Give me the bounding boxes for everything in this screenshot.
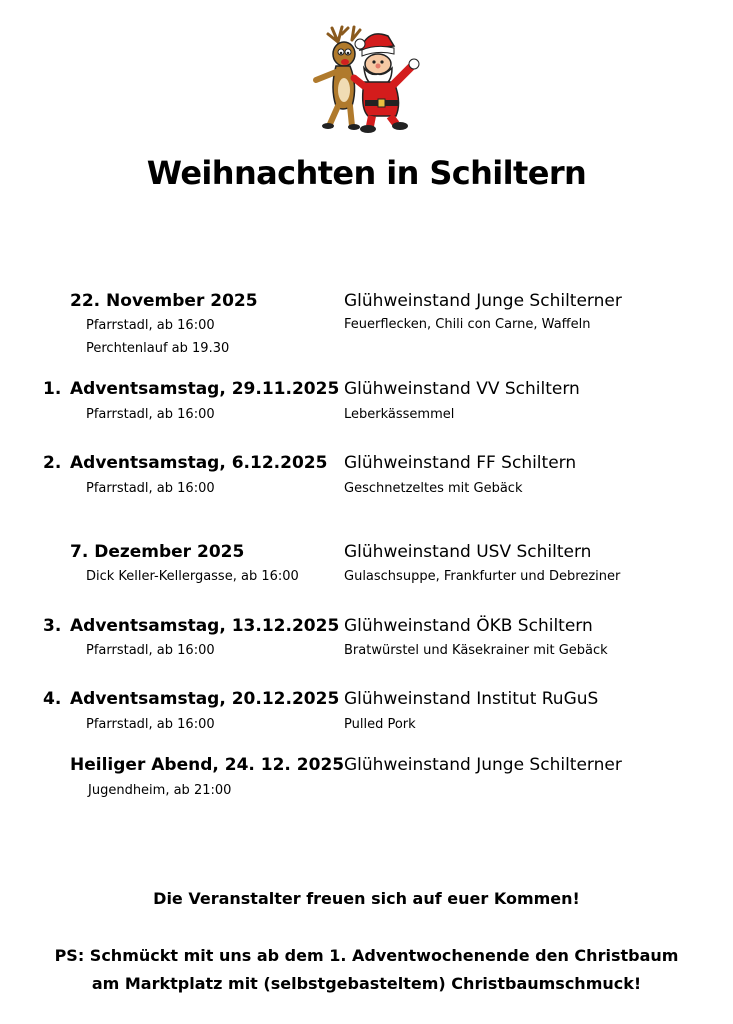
- event-location: Pfarrstadl, ab 16:00: [86, 481, 215, 496]
- event-number: 4.: [43, 689, 62, 709]
- event-date: Adventsamstag, 13.12.2025: [70, 616, 340, 636]
- event-date: Heiliger Abend, 24. 12. 2025: [70, 755, 345, 775]
- event-location: Pfarrstadl, ab 16:00: [86, 407, 215, 422]
- event-number: 2.: [43, 453, 62, 473]
- event-location: Dick Keller-Kellergasse, ab 16:00: [86, 569, 299, 584]
- event-stand: Glühweinstand VV Schiltern: [344, 379, 580, 399]
- event-location: Pfarrstadl, ab 16:00: [86, 643, 215, 658]
- event-number: 3.: [43, 616, 62, 636]
- event-date: Adventsamstag, 29.11.2025: [70, 379, 340, 399]
- event-date: Adventsamstag, 20.12.2025: [70, 689, 340, 709]
- event-number: 1.: [43, 379, 62, 399]
- event-location: Pfarrstadl, ab 16:00: [86, 318, 215, 333]
- event-location: Perchtenlauf ab 19.30: [86, 341, 230, 356]
- event-row: [0, 755, 733, 825]
- event-location: Jugendheim, ab 21:00: [88, 783, 232, 798]
- event-row: [0, 542, 733, 612]
- event-date: 7. Dezember 2025: [70, 542, 245, 562]
- event-date: 22. November 2025: [70, 291, 258, 311]
- event-location: Pfarrstadl, ab 16:00: [86, 717, 215, 732]
- event-stand: Glühweinstand USV Schiltern: [344, 542, 592, 562]
- event-food: Gulaschsuppe, Frankfurter und Debreziner: [344, 569, 621, 584]
- ps-line-2: am Marktplatz mit (selbstgebasteltem) Christbaumschmuck!: [91, 974, 642, 993]
- event-food: Geschnetzeltes mit Gebäck: [344, 481, 523, 496]
- event-row: [0, 291, 733, 361]
- invite-text: Die Veranstalter freuen sich auf euer Kommen!: [153, 889, 580, 908]
- ps-line-1: PS: Schmückt mit uns ab dem 1. Adventwochenende den Christbaum: [54, 946, 679, 965]
- event-stand: Glühweinstand Junge Schilterner: [344, 291, 622, 311]
- event-food: Feuerflecken, Chili con Carne, Waffeln: [344, 317, 591, 332]
- event-food: Pulled Pork: [344, 717, 416, 732]
- event-stand: Glühweinstand FF Schiltern: [344, 453, 577, 473]
- event-stand: Glühweinstand Junge Schilterner: [344, 755, 622, 775]
- event-date: Adventsamstag, 6.12.2025: [70, 453, 328, 473]
- event-stand: Glühweinstand Institut RuGuS: [344, 689, 599, 709]
- event-row: [0, 379, 733, 449]
- page-title: Weihnachten in Schiltern: [146, 154, 587, 192]
- event-food: Leberkässemmel: [344, 407, 455, 422]
- event-stand: Glühweinstand ÖKB Schiltern: [344, 616, 593, 636]
- santa-and-reindeer-icon: [308, 22, 424, 134]
- event-food: Bratwürstel und Käsekrainer mit Gebäck: [344, 643, 608, 658]
- event-row: [0, 689, 733, 759]
- event-row: [0, 453, 733, 523]
- event-row: [0, 616, 733, 686]
